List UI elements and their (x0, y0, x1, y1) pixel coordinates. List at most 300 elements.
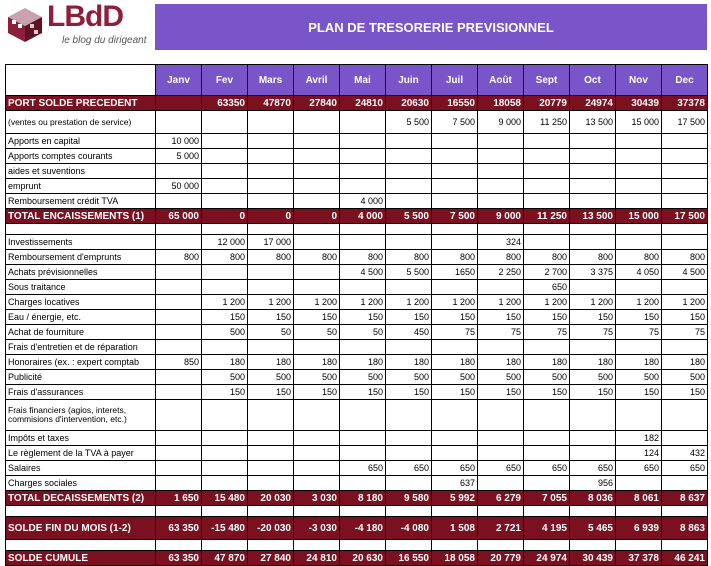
value-cell[interactable]: 1 200 (202, 295, 248, 310)
value-cell[interactable]: 13 500 (570, 111, 616, 134)
value-cell[interactable]: 150 (386, 385, 432, 400)
value-cell[interactable]: 500 (662, 370, 708, 385)
value-cell[interactable] (478, 224, 524, 235)
value-cell[interactable] (202, 149, 248, 164)
value-cell[interactable] (294, 446, 340, 461)
value-cell[interactable]: 800 (294, 250, 340, 265)
value-cell[interactable]: 800 (386, 250, 432, 265)
value-cell[interactable] (202, 179, 248, 194)
row-label-cell[interactable]: Frais financiers (agios, interets, commisions d'intervention, etc.) (6, 400, 156, 431)
value-cell[interactable] (616, 476, 662, 491)
value-cell[interactable] (478, 506, 524, 517)
value-cell[interactable] (202, 431, 248, 446)
value-cell[interactable]: 5 500 (386, 265, 432, 280)
value-cell[interactable] (386, 400, 432, 431)
value-cell[interactable] (432, 340, 478, 355)
row-label-cell[interactable]: Sous traitance (6, 280, 156, 295)
row-label-cell[interactable]: Impôts et taxes (6, 431, 156, 446)
value-cell[interactable]: 150 (294, 385, 340, 400)
value-cell[interactable] (202, 506, 248, 517)
value-cell[interactable] (386, 179, 432, 194)
value-cell[interactable]: 180 (248, 355, 294, 370)
value-cell[interactable]: 800 (340, 250, 386, 265)
value-cell[interactable] (478, 340, 524, 355)
value-cell[interactable] (156, 446, 202, 461)
value-cell[interactable] (432, 431, 478, 446)
value-cell[interactable]: 180 (294, 355, 340, 370)
value-cell[interactable]: -4 080 (386, 517, 432, 540)
value-cell[interactable]: 37 378 (616, 551, 662, 566)
value-cell[interactable] (432, 235, 478, 250)
value-cell[interactable] (662, 540, 708, 551)
header-corner-cell[interactable] (6, 65, 156, 96)
value-cell[interactable]: 150 (294, 310, 340, 325)
value-cell[interactable] (156, 295, 202, 310)
value-cell[interactable] (156, 224, 202, 235)
value-cell[interactable]: 10 000 (156, 134, 202, 149)
value-cell[interactable]: 20 030 (248, 491, 294, 506)
value-cell[interactable] (432, 224, 478, 235)
value-cell[interactable] (202, 224, 248, 235)
value-cell[interactable] (294, 149, 340, 164)
value-cell[interactable]: 24974 (570, 96, 616, 111)
value-cell[interactable] (248, 149, 294, 164)
value-cell[interactable]: 13 500 (570, 209, 616, 224)
value-cell[interactable] (570, 340, 616, 355)
row-label-cell[interactable]: Apports comptes courants (6, 149, 156, 164)
value-cell[interactable] (432, 506, 478, 517)
value-cell[interactable] (478, 400, 524, 431)
value-cell[interactable] (478, 540, 524, 551)
value-cell[interactable] (524, 194, 570, 209)
value-cell[interactable] (478, 194, 524, 209)
value-cell[interactable]: 0 (294, 209, 340, 224)
value-cell[interactable]: 150 (340, 310, 386, 325)
value-cell[interactable] (386, 280, 432, 295)
value-cell[interactable]: 4 050 (616, 265, 662, 280)
value-cell[interactable]: 15 000 (616, 209, 662, 224)
value-cell[interactable]: 5 500 (386, 209, 432, 224)
value-cell[interactable] (248, 540, 294, 551)
value-cell[interactable] (294, 280, 340, 295)
value-cell[interactable]: -4 180 (340, 517, 386, 540)
value-cell[interactable] (570, 164, 616, 179)
value-cell[interactable]: 9 000 (478, 209, 524, 224)
value-cell[interactable] (294, 265, 340, 280)
value-cell[interactable]: 1 200 (478, 295, 524, 310)
value-cell[interactable]: 150 (248, 385, 294, 400)
value-cell[interactable] (570, 431, 616, 446)
value-cell[interactable] (662, 340, 708, 355)
value-cell[interactable] (662, 164, 708, 179)
value-cell[interactable]: 180 (570, 355, 616, 370)
value-cell[interactable]: 7 500 (432, 209, 478, 224)
value-cell[interactable] (202, 164, 248, 179)
month-header-cell[interactable]: Août (478, 65, 524, 96)
value-cell[interactable] (248, 164, 294, 179)
value-cell[interactable] (248, 461, 294, 476)
row-label-cell[interactable]: Charges sociales (6, 476, 156, 491)
value-cell[interactable]: 8 061 (616, 491, 662, 506)
value-cell[interactable]: 20779 (524, 96, 570, 111)
value-cell[interactable] (662, 506, 708, 517)
value-cell[interactable] (248, 476, 294, 491)
value-cell[interactable] (524, 476, 570, 491)
value-cell[interactable] (386, 540, 432, 551)
value-cell[interactable] (432, 194, 478, 209)
value-cell[interactable]: 75 (616, 325, 662, 340)
value-cell[interactable] (432, 280, 478, 295)
value-cell[interactable]: 800 (202, 250, 248, 265)
value-cell[interactable]: 63 350 (156, 551, 202, 566)
value-cell[interactable] (248, 280, 294, 295)
value-cell[interactable] (156, 431, 202, 446)
value-cell[interactable]: 5 992 (432, 491, 478, 506)
value-cell[interactable]: 650 (662, 461, 708, 476)
value-cell[interactable]: 1 200 (248, 295, 294, 310)
value-cell[interactable] (386, 149, 432, 164)
month-header-cell[interactable]: Juin (386, 65, 432, 96)
value-cell[interactable] (340, 400, 386, 431)
value-cell[interactable]: 180 (662, 355, 708, 370)
value-cell[interactable] (294, 540, 340, 551)
value-cell[interactable] (340, 224, 386, 235)
value-cell[interactable] (202, 340, 248, 355)
value-cell[interactable] (662, 179, 708, 194)
month-header-cell[interactable]: Sept (524, 65, 570, 96)
row-label-cell[interactable]: Charges locatives (6, 295, 156, 310)
value-cell[interactable]: 8 180 (340, 491, 386, 506)
row-label-cell[interactable]: SOLDE FIN DU MOIS (1-2) (6, 517, 156, 540)
value-cell[interactable]: 500 (202, 325, 248, 340)
value-cell[interactable] (478, 179, 524, 194)
value-cell[interactable] (248, 265, 294, 280)
value-cell[interactable]: 2 721 (478, 517, 524, 540)
value-cell[interactable]: 47870 (248, 96, 294, 111)
row-label-cell[interactable]: Eau / énergie, etc. (6, 310, 156, 325)
value-cell[interactable]: 150 (570, 310, 616, 325)
value-cell[interactable] (570, 446, 616, 461)
value-cell[interactable] (616, 340, 662, 355)
value-cell[interactable]: 4 000 (340, 194, 386, 209)
row-label-cell[interactable]: Salaires (6, 461, 156, 476)
value-cell[interactable]: 18 058 (432, 551, 478, 566)
value-cell[interactable]: 16 550 (386, 551, 432, 566)
value-cell[interactable]: 65 000 (156, 209, 202, 224)
value-cell[interactable] (248, 179, 294, 194)
value-cell[interactable] (248, 431, 294, 446)
value-cell[interactable] (340, 280, 386, 295)
value-cell[interactable] (570, 540, 616, 551)
month-header-cell[interactable]: Nov (616, 65, 662, 96)
value-cell[interactable] (340, 235, 386, 250)
value-cell[interactable] (156, 164, 202, 179)
value-cell[interactable]: 15 000 (616, 111, 662, 134)
value-cell[interactable] (294, 476, 340, 491)
value-cell[interactable] (294, 164, 340, 179)
value-cell[interactable] (248, 506, 294, 517)
value-cell[interactable]: 18058 (478, 96, 524, 111)
value-cell[interactable]: 75 (524, 325, 570, 340)
value-cell[interactable] (570, 149, 616, 164)
value-cell[interactable] (294, 400, 340, 431)
value-cell[interactable] (340, 340, 386, 355)
value-cell[interactable]: 1 200 (386, 295, 432, 310)
value-cell[interactable] (294, 134, 340, 149)
value-cell[interactable] (202, 476, 248, 491)
value-cell[interactable]: 650 (478, 461, 524, 476)
value-cell[interactable]: 500 (478, 370, 524, 385)
value-cell[interactable] (156, 385, 202, 400)
value-cell[interactable] (294, 224, 340, 235)
value-cell[interactable]: 650 (524, 280, 570, 295)
value-cell[interactable]: 30439 (616, 96, 662, 111)
value-cell[interactable]: 800 (662, 250, 708, 265)
value-cell[interactable]: 150 (432, 310, 478, 325)
value-cell[interactable]: 24810 (340, 96, 386, 111)
row-label-cell[interactable]: Remboursement crédit TVA (6, 194, 156, 209)
value-cell[interactable]: 150 (616, 310, 662, 325)
value-cell[interactable]: 800 (432, 250, 478, 265)
value-cell[interactable] (248, 446, 294, 461)
value-cell[interactable] (294, 194, 340, 209)
value-cell[interactable] (570, 280, 616, 295)
value-cell[interactable]: 3 375 (570, 265, 616, 280)
row-label-cell[interactable]: Remboursement d'emprunts (6, 250, 156, 265)
value-cell[interactable]: -3 030 (294, 517, 340, 540)
value-cell[interactable] (156, 400, 202, 431)
value-cell[interactable] (202, 134, 248, 149)
value-cell[interactable]: 650 (616, 461, 662, 476)
value-cell[interactable] (662, 194, 708, 209)
value-cell[interactable]: 24 810 (294, 551, 340, 566)
value-cell[interactable]: 1 200 (662, 295, 708, 310)
value-cell[interactable] (524, 179, 570, 194)
month-header-cell[interactable]: Janv (156, 65, 202, 96)
value-cell[interactable]: 63 350 (156, 517, 202, 540)
row-label-cell[interactable]: (ventes ou prestation de service) (6, 111, 156, 134)
value-cell[interactable]: 180 (478, 355, 524, 370)
value-cell[interactable] (202, 280, 248, 295)
value-cell[interactable]: 637 (432, 476, 478, 491)
value-cell[interactable] (294, 179, 340, 194)
value-cell[interactable]: 7 055 (524, 491, 570, 506)
value-cell[interactable] (616, 179, 662, 194)
value-cell[interactable] (156, 540, 202, 551)
value-cell[interactable]: 20 630 (340, 551, 386, 566)
value-cell[interactable] (340, 506, 386, 517)
value-cell[interactable]: 11 250 (524, 209, 570, 224)
value-cell[interactable] (294, 431, 340, 446)
value-cell[interactable]: -15 480 (202, 517, 248, 540)
value-cell[interactable]: 956 (570, 476, 616, 491)
value-cell[interactable] (478, 446, 524, 461)
value-cell[interactable] (616, 235, 662, 250)
value-cell[interactable]: 16550 (432, 96, 478, 111)
value-cell[interactable]: 4 000 (340, 209, 386, 224)
value-cell[interactable] (386, 235, 432, 250)
value-cell[interactable] (570, 179, 616, 194)
row-label-cell[interactable]: Investissements (6, 235, 156, 250)
value-cell[interactable]: 500 (248, 370, 294, 385)
value-cell[interactable] (570, 224, 616, 235)
value-cell[interactable]: 27 840 (248, 551, 294, 566)
value-cell[interactable]: 1 200 (570, 295, 616, 310)
month-header-cell[interactable]: Mars (248, 65, 294, 96)
value-cell[interactable] (478, 280, 524, 295)
value-cell[interactable]: 2 250 (478, 265, 524, 280)
value-cell[interactable]: 150 (524, 385, 570, 400)
value-cell[interactable]: 150 (662, 310, 708, 325)
value-cell[interactable] (202, 446, 248, 461)
value-cell[interactable]: 27840 (294, 96, 340, 111)
value-cell[interactable] (570, 400, 616, 431)
value-cell[interactable]: 12 000 (202, 235, 248, 250)
value-cell[interactable] (294, 340, 340, 355)
value-cell[interactable]: 75 (478, 325, 524, 340)
value-cell[interactable] (340, 179, 386, 194)
value-cell[interactable] (248, 111, 294, 134)
value-cell[interactable] (156, 96, 202, 111)
value-cell[interactable] (340, 111, 386, 134)
value-cell[interactable] (662, 400, 708, 431)
value-cell[interactable] (524, 149, 570, 164)
value-cell[interactable] (248, 194, 294, 209)
value-cell[interactable]: 30 439 (570, 551, 616, 566)
value-cell[interactable]: 800 (156, 250, 202, 265)
value-cell[interactable]: 150 (386, 310, 432, 325)
value-cell[interactable] (432, 446, 478, 461)
value-cell[interactable]: 150 (432, 385, 478, 400)
value-cell[interactable]: 500 (524, 370, 570, 385)
value-cell[interactable] (662, 476, 708, 491)
value-cell[interactable] (340, 540, 386, 551)
value-cell[interactable] (570, 235, 616, 250)
value-cell[interactable]: 1 200 (340, 295, 386, 310)
value-cell[interactable]: 150 (248, 310, 294, 325)
value-cell[interactable]: 1 200 (294, 295, 340, 310)
value-cell[interactable]: 37378 (662, 96, 708, 111)
value-cell[interactable] (478, 431, 524, 446)
value-cell[interactable]: 180 (202, 355, 248, 370)
row-label-cell[interactable]: Le règlement de la TVA à payer (6, 446, 156, 461)
value-cell[interactable]: 46 241 (662, 551, 708, 566)
value-cell[interactable] (524, 164, 570, 179)
value-cell[interactable] (156, 340, 202, 355)
value-cell[interactable]: 324 (478, 235, 524, 250)
value-cell[interactable] (340, 446, 386, 461)
value-cell[interactable]: 75 (662, 325, 708, 340)
value-cell[interactable] (616, 134, 662, 149)
value-cell[interactable] (248, 340, 294, 355)
value-cell[interactable] (524, 235, 570, 250)
value-cell[interactable] (662, 235, 708, 250)
value-cell[interactable] (432, 540, 478, 551)
value-cell[interactable] (524, 400, 570, 431)
value-cell[interactable]: 124 (616, 446, 662, 461)
value-cell[interactable]: 800 (570, 250, 616, 265)
value-cell[interactable] (432, 400, 478, 431)
value-cell[interactable]: 11 250 (524, 111, 570, 134)
value-cell[interactable] (662, 280, 708, 295)
value-cell[interactable]: 180 (432, 355, 478, 370)
value-cell[interactable] (616, 149, 662, 164)
value-cell[interactable] (386, 431, 432, 446)
value-cell[interactable]: 150 (524, 310, 570, 325)
row-label-cell[interactable]: Achat de fourniture (6, 325, 156, 340)
row-label-cell[interactable]: Frais d'entretien et de réparation (6, 340, 156, 355)
value-cell[interactable]: 500 (294, 370, 340, 385)
row-label-cell[interactable]: aides et suventions (6, 164, 156, 179)
value-cell[interactable]: 50 000 (156, 179, 202, 194)
value-cell[interactable] (478, 149, 524, 164)
value-cell[interactable] (156, 235, 202, 250)
value-cell[interactable]: 3 030 (294, 491, 340, 506)
value-cell[interactable]: 24 974 (524, 551, 570, 566)
value-cell[interactable]: 17 500 (662, 209, 708, 224)
value-cell[interactable] (248, 224, 294, 235)
value-cell[interactable] (248, 400, 294, 431)
value-cell[interactable]: 500 (340, 370, 386, 385)
value-cell[interactable]: 5 500 (386, 111, 432, 134)
month-header-cell[interactable]: Mai (340, 65, 386, 96)
value-cell[interactable]: 650 (570, 461, 616, 476)
value-cell[interactable] (616, 540, 662, 551)
value-cell[interactable]: 63350 (202, 96, 248, 111)
row-label-cell[interactable]: Achats prévisionnelles (6, 265, 156, 280)
value-cell[interactable]: 2 700 (524, 265, 570, 280)
value-cell[interactable] (524, 506, 570, 517)
value-cell[interactable]: 15 480 (202, 491, 248, 506)
value-cell[interactable] (248, 134, 294, 149)
value-cell[interactable]: 50 (294, 325, 340, 340)
value-cell[interactable] (202, 540, 248, 551)
value-cell[interactable]: 182 (616, 431, 662, 446)
value-cell[interactable]: 150 (340, 385, 386, 400)
value-cell[interactable] (340, 164, 386, 179)
value-cell[interactable] (386, 134, 432, 149)
row-label-cell[interactable]: TOTAL ENCAISSEMENTS (1) (6, 209, 156, 224)
row-label-cell[interactable]: emprunt (6, 179, 156, 194)
value-cell[interactable] (202, 461, 248, 476)
value-cell[interactable] (202, 265, 248, 280)
value-cell[interactable]: 20 779 (478, 551, 524, 566)
value-cell[interactable]: 150 (662, 385, 708, 400)
value-cell[interactable] (386, 194, 432, 209)
value-cell[interactable] (616, 280, 662, 295)
value-cell[interactable]: 650 (340, 461, 386, 476)
value-cell[interactable] (616, 506, 662, 517)
value-cell[interactable]: 1 200 (524, 295, 570, 310)
value-cell[interactable]: 0 (248, 209, 294, 224)
value-cell[interactable]: 47 870 (202, 551, 248, 566)
value-cell[interactable] (340, 431, 386, 446)
value-cell[interactable]: 500 (202, 370, 248, 385)
value-cell[interactable] (524, 224, 570, 235)
value-cell[interactable]: 1 200 (432, 295, 478, 310)
value-cell[interactable]: 50 (340, 325, 386, 340)
row-label-cell[interactable]: PORT SOLDE PRECEDENT (6, 96, 156, 111)
value-cell[interactable]: 17 000 (248, 235, 294, 250)
value-cell[interactable] (156, 370, 202, 385)
value-cell[interactable]: 1 200 (616, 295, 662, 310)
value-cell[interactable] (156, 506, 202, 517)
value-cell[interactable]: 20630 (386, 96, 432, 111)
value-cell[interactable]: 17 500 (662, 111, 708, 134)
value-cell[interactable] (478, 476, 524, 491)
value-cell[interactable] (156, 325, 202, 340)
value-cell[interactable] (294, 461, 340, 476)
